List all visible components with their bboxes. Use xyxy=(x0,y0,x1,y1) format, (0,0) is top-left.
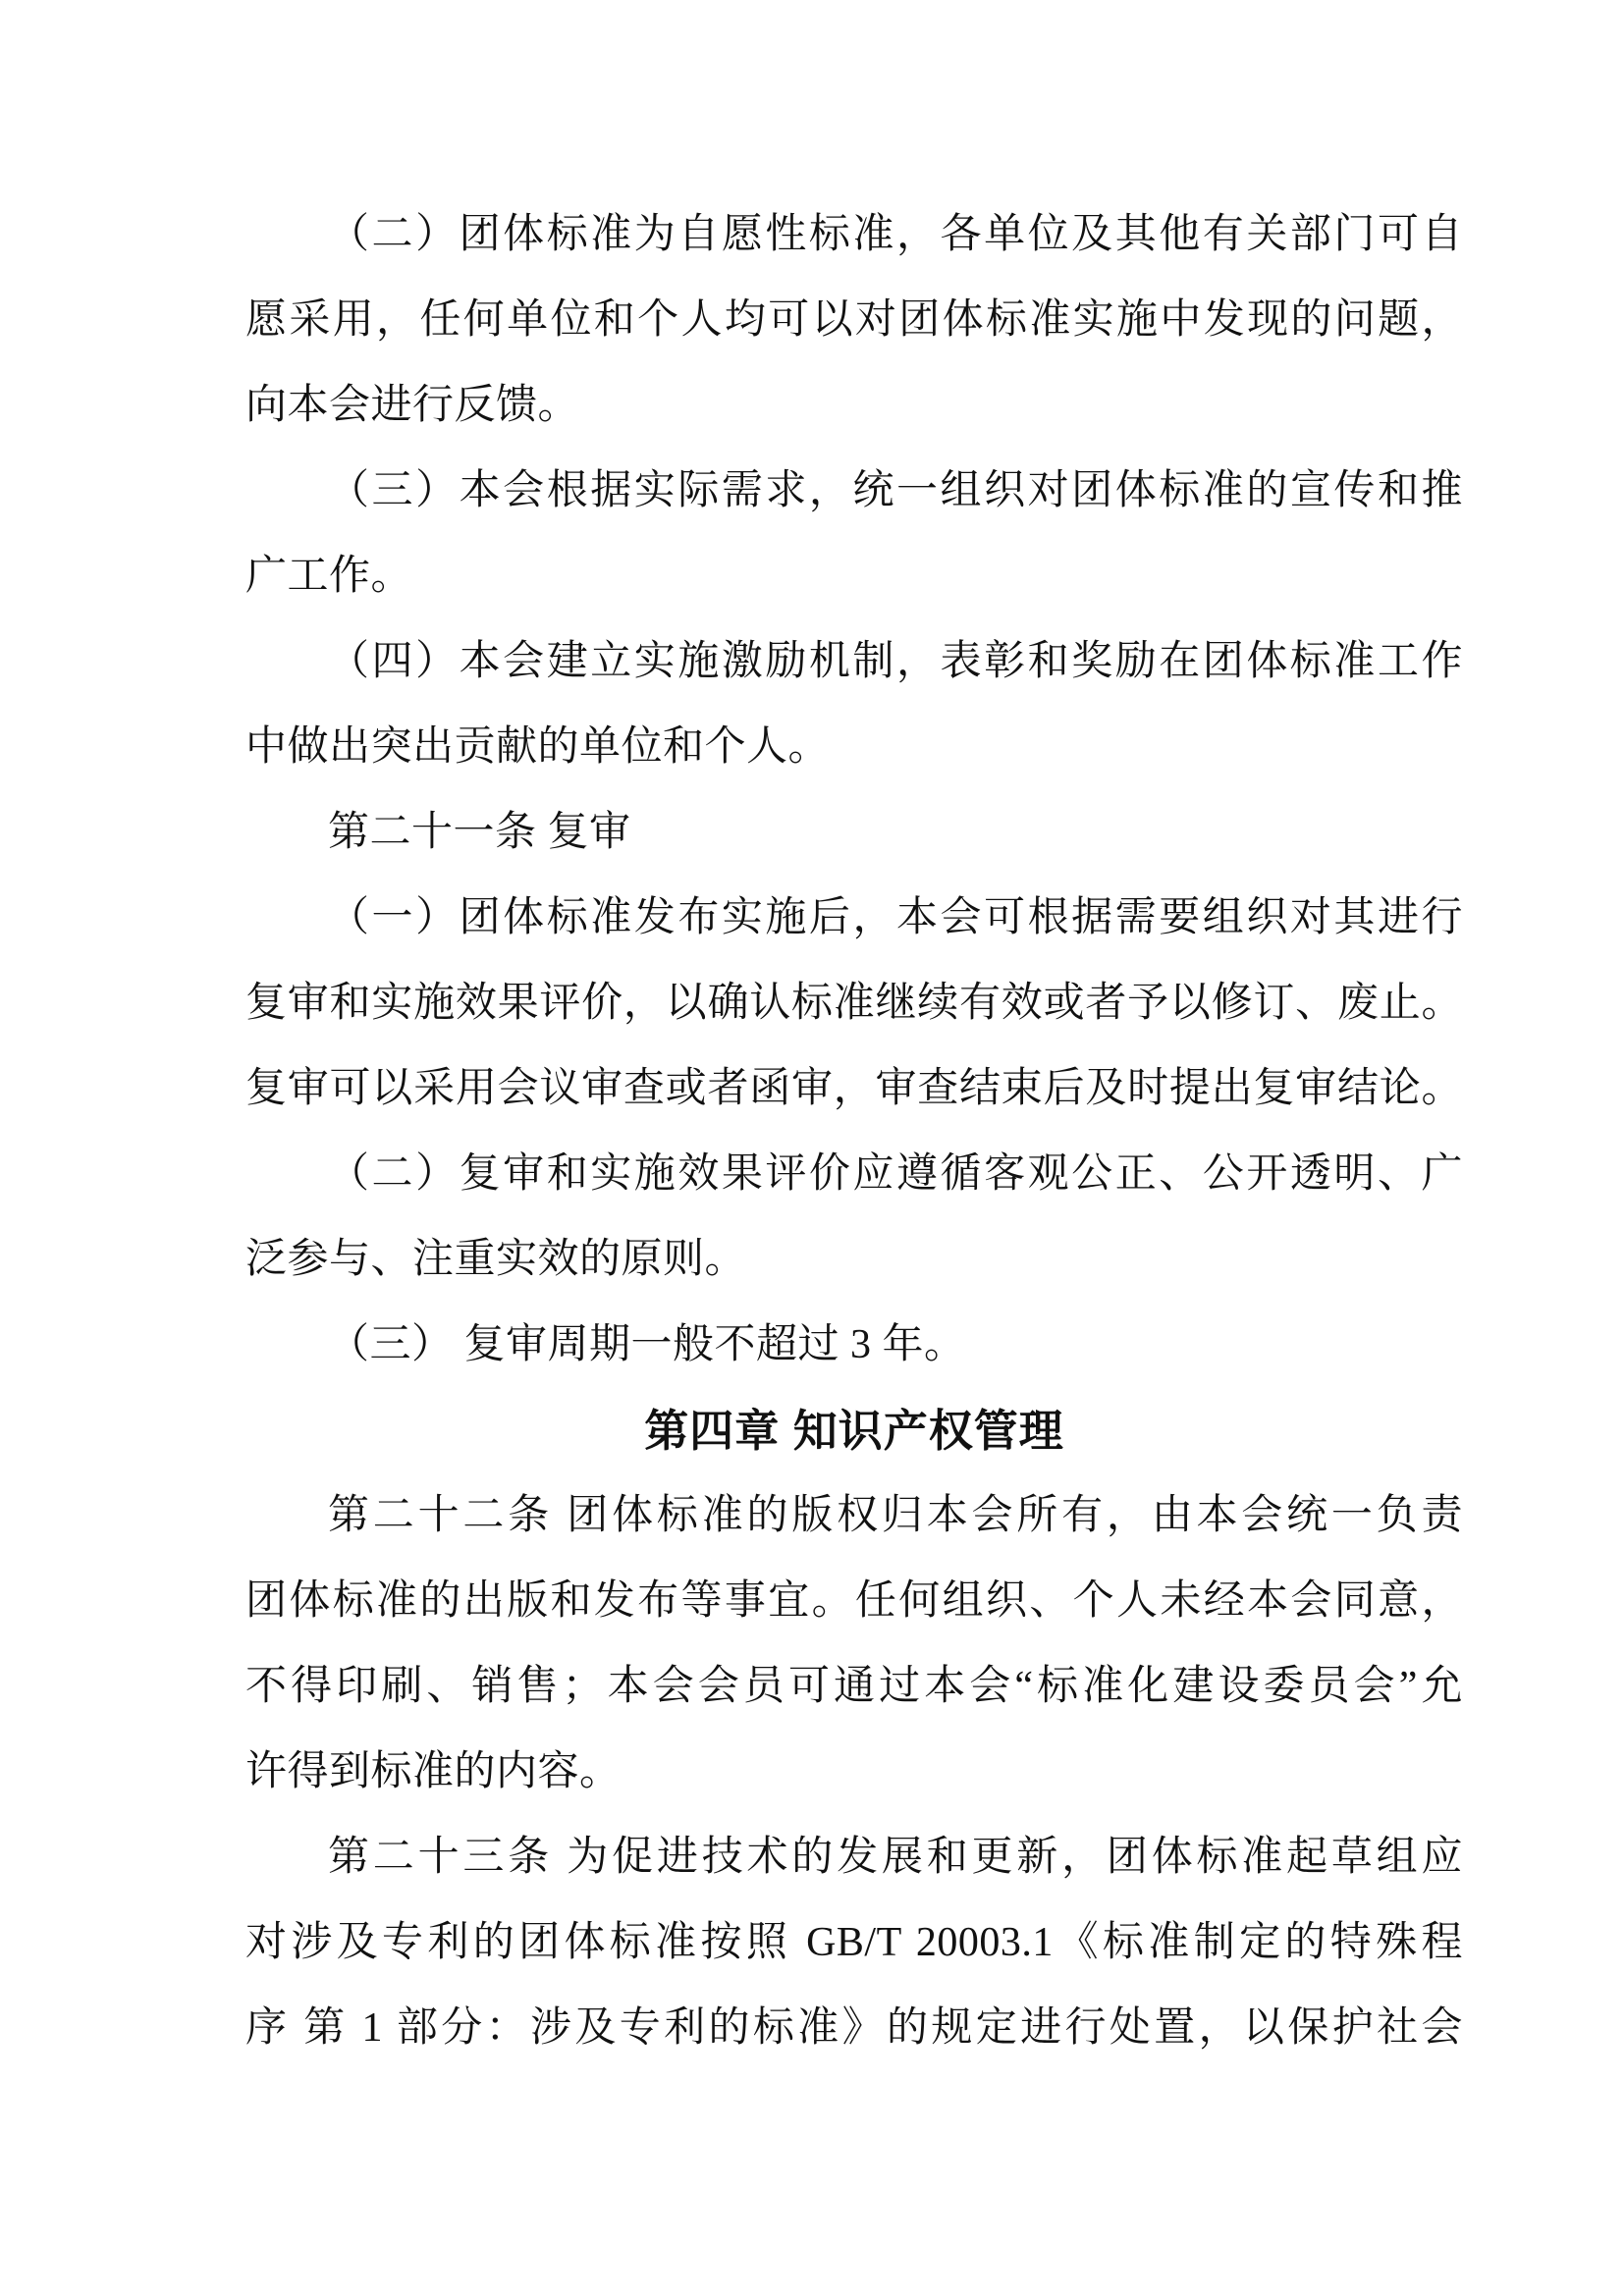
text-line: （一）团体标准发布实施后，本会可根据需要组织对其进行 xyxy=(328,895,1463,940)
text-line: （四）本会建立实施激励机制，表彰和奖励在团体标准工作 xyxy=(328,639,1463,684)
text-line: 泛参与、注重实效的原则。 xyxy=(245,1237,747,1282)
text-line-article-22: 第二十二条 团体标准的版权归本会所有，由本会统一负责 xyxy=(328,1493,1463,1538)
text-line: 序 第 1 部分：涉及专利的标准》的规定进行处置，以保护社会 xyxy=(245,2005,1463,2051)
text-line: 不得印刷、销售；本会会员可通过本会“标准化建设委员会”允 xyxy=(245,1664,1463,1709)
chapter-heading: 第四章 知识产权管理 xyxy=(644,1406,1064,1456)
text-line: （二）团体标准为自愿性标准，各单位及其他有关部门可自 xyxy=(328,212,1463,257)
text-line-article-23: 第二十三条 为促进技术的发展和更新，团体标准起草组应 xyxy=(328,1835,1463,1880)
text-line: （二）复审和实施效果评价应遵循客观公正、公开透明、广 xyxy=(328,1151,1463,1197)
text-line: 复审和实施效果评价，以确认标准继续有效或者予以修订、废止。 xyxy=(245,981,1463,1026)
text-line: 广工作。 xyxy=(245,554,413,599)
document-body xyxy=(245,192,1463,2071)
text-line: 对涉及专利的团体标准按照 GB/T 20003.1《标准制定的特殊程 xyxy=(245,1920,1463,1965)
text-line: 团体标准的出版和发布等事宜。任何组织、个人未经本会同意， xyxy=(245,1578,1463,1624)
text-line: 中做出突出贡献的单位和个人。 xyxy=(245,724,831,770)
text-line-article-21: 第二十一条 复审 xyxy=(328,810,631,855)
text-line: 向本会进行反馈。 xyxy=(245,383,580,428)
text-line: 复审可以采用会议审查或者函审，审查结束后及时提出复审结论。 xyxy=(245,1066,1463,1111)
text-line: （三） 复审周期一般不超过 3 年。 xyxy=(328,1322,966,1367)
text-line: （三）本会根据实际需求，统一组织对团体标准的宣传和推 xyxy=(328,468,1463,513)
text-line: 许得到标准的内容。 xyxy=(245,1749,622,1794)
text-line: 愿采用，任何单位和个人均可以对团体标准实施中发现的问题， xyxy=(245,297,1463,343)
